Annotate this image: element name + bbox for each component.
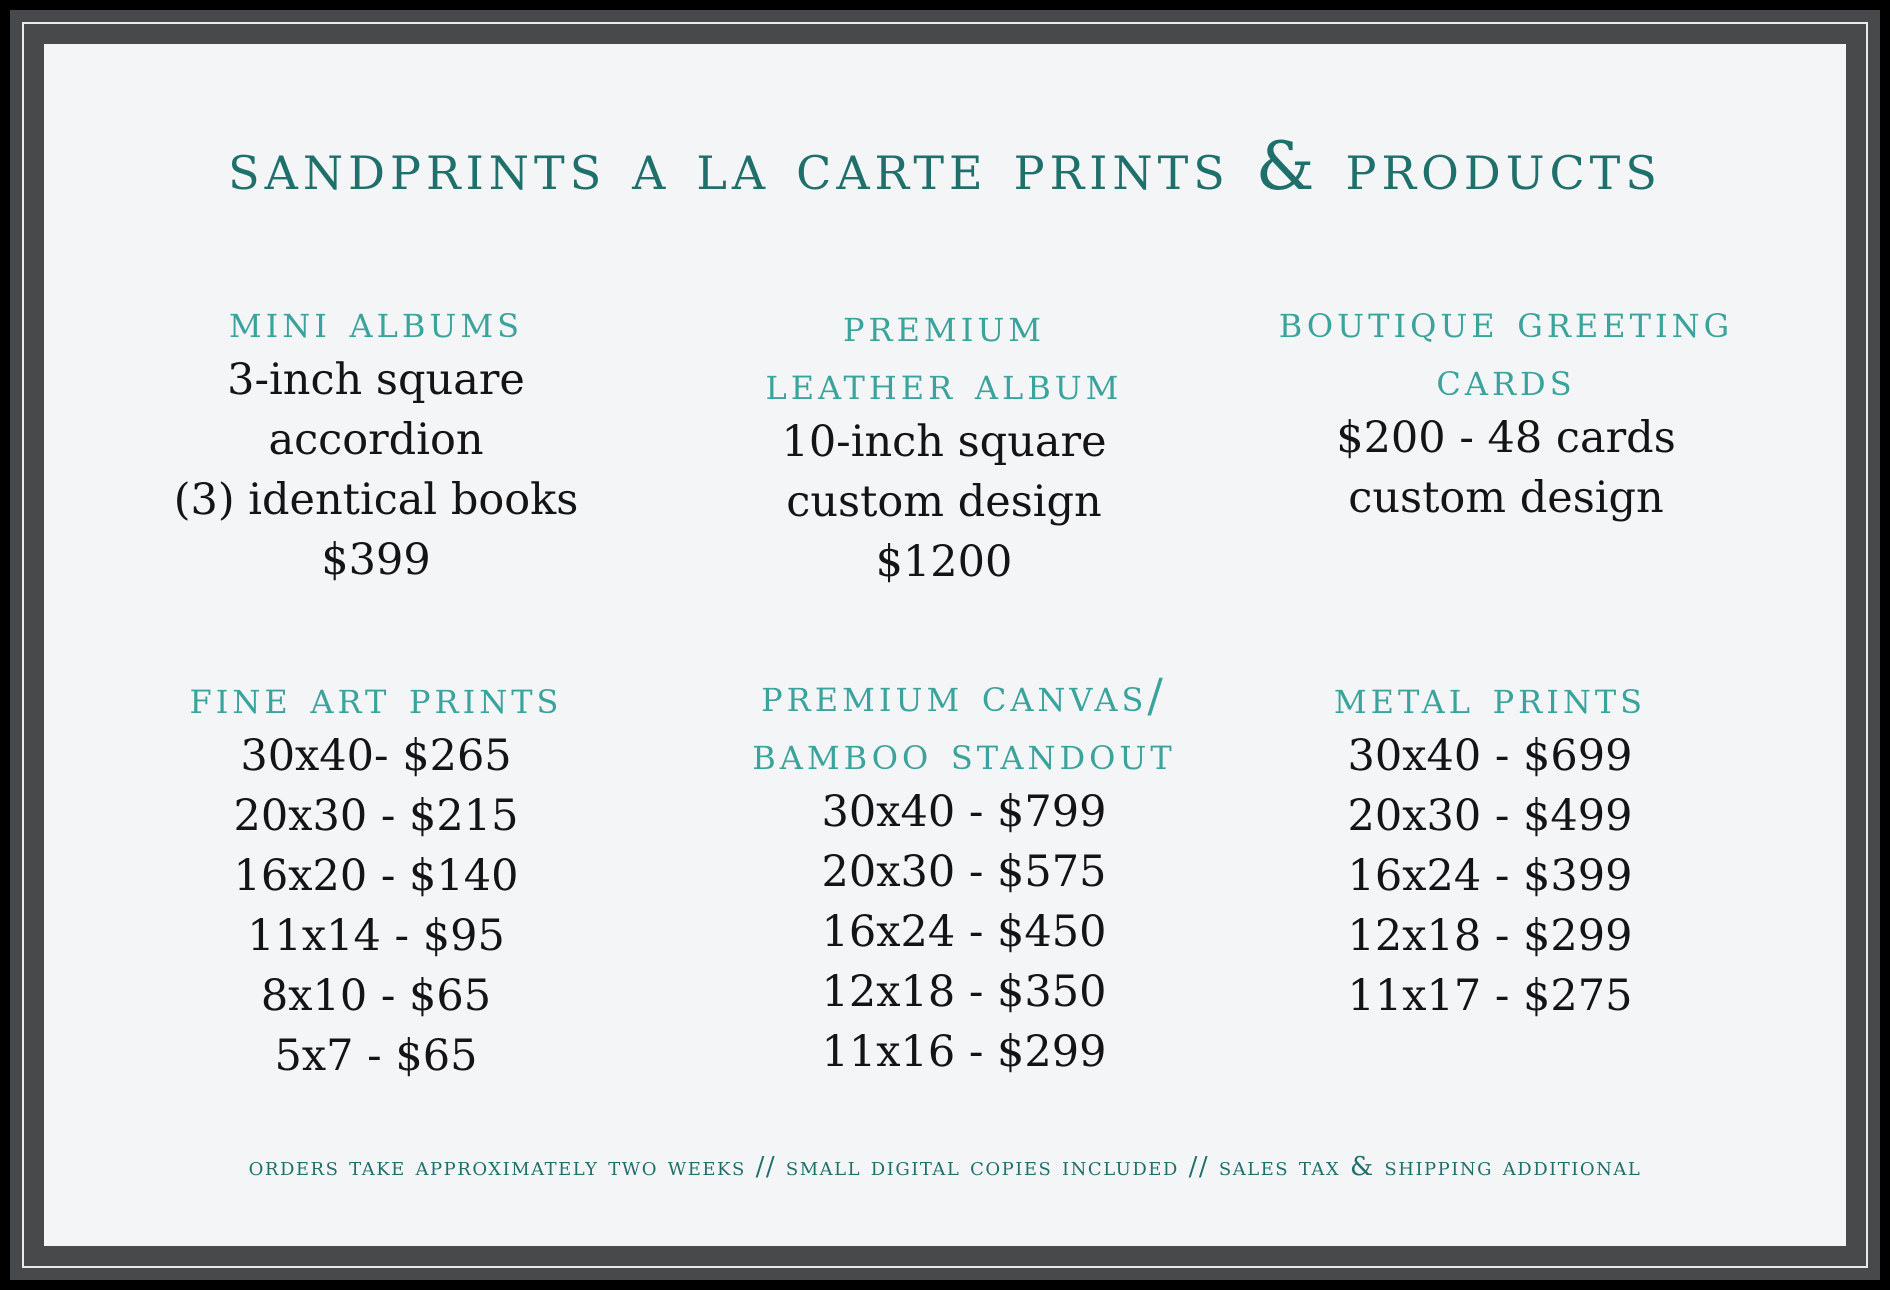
item-line: 30x40 - $799: [821, 787, 1107, 837]
item-line: 12x18 - $350: [821, 967, 1107, 1017]
section-lines: [664, 412, 1224, 592]
item-line: 30x40- $265: [240, 731, 512, 781]
heading-line: leather album: [765, 356, 1123, 410]
item-line: 11x14 - $95: [247, 911, 505, 961]
section-heading: [664, 296, 1224, 412]
item-line: 20x30 - $575: [821, 847, 1107, 897]
section-lines: [1226, 408, 1786, 528]
heading-line: cards: [1436, 352, 1576, 406]
item-line: 12x18 - $299: [1347, 911, 1633, 961]
item-line: 10-inch square: [781, 417, 1107, 467]
section-fine-art-prints: [96, 668, 656, 1086]
heading-line: mini albums: [228, 294, 524, 348]
heading-line: premium: [842, 298, 1046, 352]
outer-frame: [10, 10, 1880, 1280]
item-line: 5x7 - $65: [274, 1031, 478, 1081]
item-line: 3-inch square: [227, 355, 525, 405]
section-canvas-bamboo: [684, 666, 1244, 1082]
heading-line: boutique greeting: [1278, 294, 1734, 348]
item-line: (3) identical books: [173, 475, 579, 525]
item-line: 11x17 - $275: [1347, 971, 1633, 1021]
page-title: sandprints a la carte prints & products: [228, 128, 1662, 205]
section-lines: [1210, 726, 1770, 1026]
item-line: 11x16 - $299: [821, 1027, 1107, 1077]
section-lines: [96, 726, 656, 1086]
item-line: 20x30 - $215: [233, 791, 519, 841]
footer-note: orders take approximately two weeks // small digital copies included // sales tax & shipping additional: [248, 1152, 1642, 1182]
item-line: accordion: [268, 415, 484, 465]
item-line: custom design: [786, 477, 1102, 527]
price-card: [44, 44, 1846, 1246]
heading-line: premium canvas/: [761, 668, 1167, 722]
item-line: 16x24 - $450: [821, 907, 1107, 957]
section-metal-prints: [1210, 668, 1770, 1026]
heading-line: bamboo standout: [752, 726, 1176, 780]
item-line: 16x20 - $140: [233, 851, 519, 901]
section-heading: [96, 292, 656, 350]
item-line: 20x30 - $499: [1347, 791, 1633, 841]
heading-line: metal prints: [1333, 670, 1647, 724]
item-line: $399: [321, 535, 431, 585]
item-line: 16x24 - $399: [1347, 851, 1633, 901]
section-heading: [684, 666, 1244, 782]
heading-line: fine art prints: [189, 670, 563, 724]
section-heading: [96, 668, 656, 726]
section-lines: [684, 782, 1244, 1082]
section-lines: [96, 350, 656, 590]
item-line: custom design: [1348, 473, 1664, 523]
section-mini-albums: [96, 292, 656, 590]
item-line: $200 - 48 cards: [1336, 413, 1676, 463]
item-line: 30x40 - $699: [1347, 731, 1633, 781]
section-heading: [1210, 668, 1770, 726]
item-line: 8x10 - $65: [260, 971, 492, 1021]
item-line: $1200: [875, 537, 1013, 587]
section-greeting-cards: [1226, 292, 1786, 528]
section-leather-album: [664, 296, 1224, 592]
section-heading: [1226, 292, 1786, 408]
